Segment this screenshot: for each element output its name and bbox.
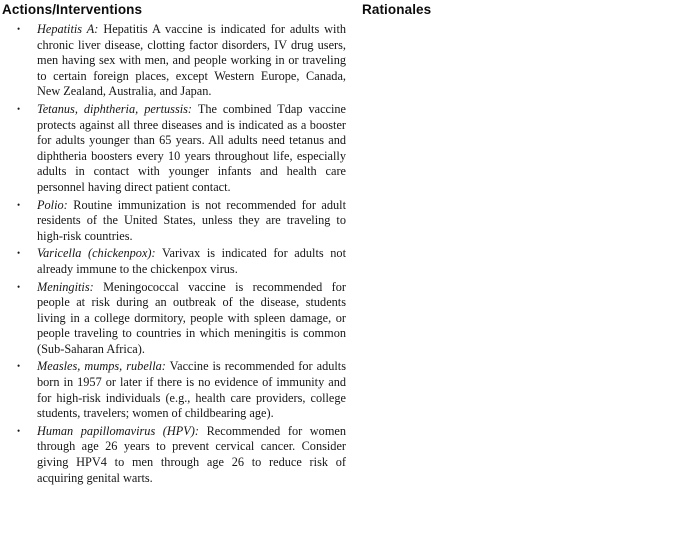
list-item [2,424,346,486]
item-lead: Tetanus, diphtheria, pertussis: [37,101,193,116]
item-lead: Human papillomavirus (HPV): [37,423,199,438]
item-text: Hepatitis A vaccine is indicated for adults with chronic liver disease, clotting factor disorders, IV drug users, men having sex with men, and people working in or traveling to certain foreign places, except Western Europe, Canada, New Zealand, Australia, and Japan. [37,22,347,99]
list-item [2,22,346,100]
item-text-block [37,198,346,245]
item-text-block [37,280,346,358]
bullet-icon: • [17,24,21,34]
bullet-icon: • [17,199,21,210]
bullet-icon: • [17,248,21,259]
item-text-block [37,424,346,486]
list-item [2,246,346,277]
item-text: Routine immunization is not recommended for adult residents of the United States, unless they are traveling to high-risk countries. [37,197,347,243]
item-lead: Meningitis: [37,279,94,294]
bullet-icon: • [17,361,21,372]
item-text-block [37,359,346,421]
item-text: Varivax is indicated for adults not already immune to the chickenpox virus. [37,246,346,276]
item-lead: Measles, mumps, rubella: [37,359,166,374]
item-lead: Polio: [37,197,68,212]
bullet-icon: • [17,281,21,292]
item-text-block [37,102,346,196]
item-text: The combined Tdap vaccine protects against all three diseases and is indicated as a booster for adults younger than 65 years. All adults need tetanus and diphtheria boosters every 10 years throughout life, especially adults in contact with younger infants and health care personnel having direct patient contact. [37,101,347,194]
item-text-block [37,246,346,277]
actions-heading: Actions/Interventions [2,2,143,17]
interventions-list [2,22,346,486]
actions-column [2,2,346,486]
rationales-heading: Rationales [362,2,432,17]
item-text-block [37,22,346,100]
item-lead: Hepatitis A: [37,22,99,36]
rationales-column [362,2,698,18]
list-item [2,198,346,245]
item-text: Recommended for women through age 26 years to prevent cervical cancer. Consider giving HPV4 to men through age 26 to reduce risk of acquiring genital warts. [37,423,347,485]
item-text: Vaccine is recommended for adults born in 1957 or later if there is no evidence of immunity and for high-risk individuals (e.g., health care providers, college students, travelers; women of childbearing age). [37,359,346,421]
bullet-icon: • [17,425,21,436]
bullet-icon: • [17,103,21,114]
list-item [2,102,346,196]
list-item [2,280,346,358]
item-text: Meningococcal vaccine is recommended for people at risk during an outbreak of the disease, students living in a college dormitory, people with spleen damage, or people traveling to countries in which meningitis is common (Sub-Saharan Africa). [37,279,346,356]
list-item [2,359,346,421]
item-lead: Varicella (chickenpox): [37,246,156,261]
